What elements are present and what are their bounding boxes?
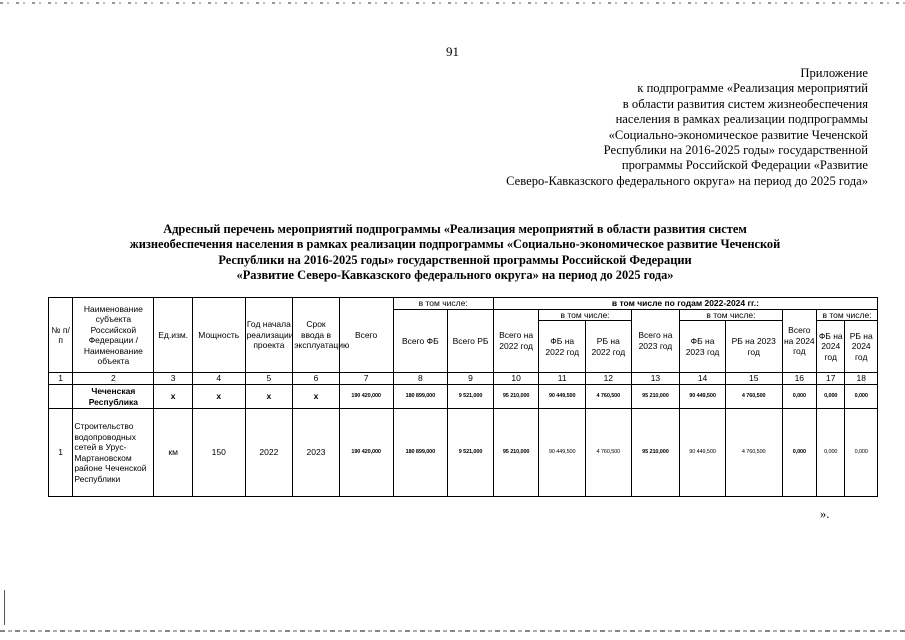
header-unit: Ед.изм.: [154, 298, 193, 373]
scan-margin-mark: [4, 590, 5, 625]
header-rb-2023: РБ на 2023 год: [725, 321, 782, 373]
table-row-object: [49, 409, 878, 497]
header-total: Всего: [339, 298, 393, 373]
cell-num: [49, 385, 73, 409]
header-capacity: Мощность: [192, 298, 245, 373]
cell-total-2023: 95 210,000: [631, 385, 680, 409]
header-total-2024: Всего на 2024 год: [782, 309, 816, 373]
appendix-line: «Социально-экономическое развитие Чеченской: [608, 127, 868, 142]
cell-capacity: х: [192, 385, 245, 409]
cell-rb-2023: 4 760,500: [725, 385, 782, 409]
appendix-line: Северо-Кавказского федерального округа» на период до 2025 года»: [506, 173, 868, 188]
cell-total-rb: 9 521,000: [448, 409, 494, 497]
cell-unit: х: [154, 385, 193, 409]
address-list-table: [48, 297, 878, 497]
cell-name: Чеченская Республика: [73, 385, 154, 409]
appendix-line: в области развития систем жизнеобеспечения: [622, 96, 868, 111]
header-total-2022: Всего на 2022 год: [493, 309, 539, 373]
cell-fb-2023: 90 449,500: [680, 385, 726, 409]
column-number: 3: [154, 373, 193, 385]
cell-rb-2022: 4 760,500: [586, 409, 632, 497]
header-fb-2023: ФБ на 2023 год: [680, 321, 726, 373]
cell-commission-term: 2023: [293, 409, 340, 497]
header-including-2024: в том числе:: [817, 309, 878, 321]
column-number: 2: [73, 373, 154, 385]
column-number: 11: [539, 373, 586, 385]
cell-total: 190 420,000: [339, 409, 393, 497]
appendix-line: программы Российской Федерации «Развитие: [621, 158, 868, 173]
appendix-line: Республики на 2016-2025 годы» государственной: [603, 143, 868, 158]
cell-rb-2023: 4 760,500: [725, 409, 782, 497]
cell-total-2023: 95 210,000: [631, 409, 680, 497]
cell-start-year: 2022: [245, 409, 293, 497]
appendix-line: Приложение: [800, 66, 868, 80]
appendix-line: к подпрограмме «Реализация мероприятий: [637, 81, 868, 96]
document-title: [60, 222, 850, 283]
column-number: 7: [339, 373, 393, 385]
title-line: жизнеобеспечения населения в рамках реализации подпрограммы «Социально-экономическое развитие Чеченской: [129, 237, 781, 252]
cell-total-fb: 180 899,000: [393, 385, 448, 409]
appendix-header: [506, 66, 868, 189]
title-line: Республики на 2016-2025 годы» государственной программы Российской Федерации: [218, 252, 692, 267]
header-name: Наименование субъекта Российской Федерации / Наименование объекта: [73, 298, 154, 373]
cell-total-2024: 0,000: [782, 409, 816, 497]
header-total-rb: Всего РБ: [448, 309, 494, 373]
cell-fb-2024: 0,000: [817, 385, 845, 409]
header-including-2022: в том числе:: [539, 309, 631, 321]
cell-capacity: 150: [192, 409, 245, 497]
header-fb-2022: ФБ на 2022 год: [539, 321, 586, 373]
column-number: 6: [293, 373, 340, 385]
scan-artifact-top: [0, 2, 905, 4]
cell-total-2022: 95 210,000: [493, 409, 539, 497]
header-start-year: Год начала реализации проекта: [245, 298, 293, 373]
cell-unit: км: [154, 409, 193, 497]
cell-total-fb: 180 899,000: [393, 409, 448, 497]
cell-total-rb: 9 521,000: [448, 385, 494, 409]
scan-artifact-bottom: [0, 630, 905, 632]
column-number: 8: [393, 373, 448, 385]
header-commission-term: Срок ввода в эксплуатацию: [293, 298, 340, 373]
column-number: 14: [680, 373, 726, 385]
header-rb-2024: РБ на 2024 год: [845, 321, 878, 373]
cell-fb-2022: 90 449,500: [539, 409, 586, 497]
column-number: 15: [725, 373, 782, 385]
cell-fb-2024: 0,000: [817, 409, 845, 497]
column-number: 1: [49, 373, 73, 385]
header-including-2023: в том числе:: [680, 309, 782, 321]
column-number: 12: [586, 373, 632, 385]
cell-rb-2024: 0,000: [845, 385, 878, 409]
title-line: «Развитие Северо-Кавказского федерального округа» на период до 2025 года»: [236, 267, 674, 282]
column-number: 9: [448, 373, 494, 385]
page-number: 91: [446, 44, 459, 59]
cell-total: 190 420,000: [339, 385, 393, 409]
header-total-fb: Всего ФБ: [393, 309, 448, 373]
closing-quote-mark: ».: [820, 507, 830, 521]
cell-commission-term: х: [293, 385, 340, 409]
header-rb-2022: РБ на 2022 год: [586, 321, 632, 373]
header-total-2023: Всего на 2023 год: [631, 309, 680, 373]
column-number: 17: [817, 373, 845, 385]
cell-num: 1: [49, 409, 73, 497]
header-fb-2024: ФБ на 2024 год: [817, 321, 845, 373]
column-number: 16: [782, 373, 816, 385]
cell-total-2022: 95 210,000: [493, 385, 539, 409]
header-including: в том числе:: [393, 298, 493, 310]
column-number: 5: [245, 373, 293, 385]
cell-rb-2022: 4 760,500: [586, 385, 632, 409]
title-line: Адресный перечень мероприятий подпрограммы «Реализация мероприятий в области развития систем: [163, 222, 747, 236]
column-number: 18: [845, 373, 878, 385]
table-row-region: [49, 385, 878, 409]
cell-fb-2023: 90 449,500: [680, 409, 726, 497]
column-number: 4: [192, 373, 245, 385]
column-number: 10: [493, 373, 539, 385]
cell-fb-2022: 90 449,500: [539, 385, 586, 409]
header-by-years: в том числе по годам 2022-2024 гг.:: [493, 298, 877, 310]
cell-start-year: х: [245, 385, 293, 409]
cell-total-2024: 0,000: [782, 385, 816, 409]
cell-rb-2024: 0,000: [845, 409, 878, 497]
header-num: № п/п: [49, 298, 73, 373]
column-number: 13: [631, 373, 680, 385]
appendix-line: населения в рамках реализации подпрограммы: [615, 112, 868, 127]
cell-name: Строительство водопроводных сетей в Урус-Мартановском районе Чеченской Республики: [73, 409, 154, 497]
